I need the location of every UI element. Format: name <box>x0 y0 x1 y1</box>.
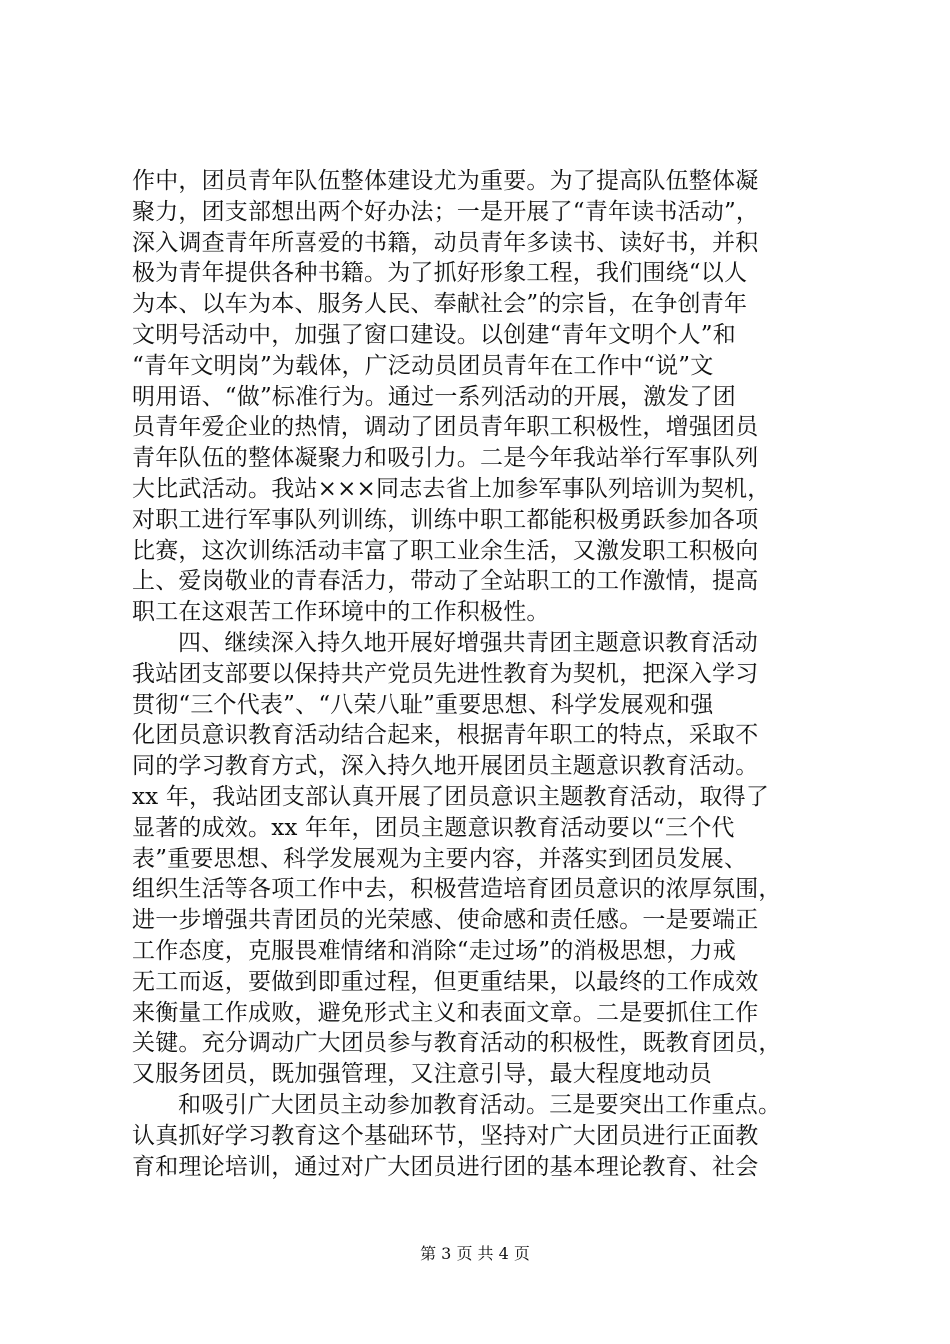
text-line: 组织生活等各项工作中去，积极营造培育团员意识的浓厚氛围， <box>132 876 782 903</box>
text-line: 大比武活动。我站×××同志去省上加参军事队列培训为契机， <box>132 475 771 502</box>
text-line: 比赛，这次训练活动丰富了职工业余生活，又激发职工积极向 <box>132 537 759 564</box>
text-line: 极为青年提供各种书籍。为了抓好形象工程，我们围绕“以人 <box>132 260 748 287</box>
text-line: 表”重要思想、科学发展观为主要内容，并落实到团员发展、 <box>132 845 748 872</box>
text-line: 深入调查青年所喜爱的书籍，动员青年多读书、读好书，并积 <box>132 229 759 256</box>
text-line: 文明号活动中，加强了窗口建设。以创建“青年文明个人”和 <box>132 321 736 348</box>
text-line: 同的学习教育方式，深入持久地开展团员主题意识教育活动。 <box>132 753 759 780</box>
text-line: 又服务团员，既加强管理，又注意引导，最大程度地动员 <box>132 1061 712 1088</box>
text-line: 作中，团员青年队伍整体建设尤为重要。为了提高队伍整体凝 <box>132 168 759 194</box>
text-line: 来衡量工作成败，避免形式主义和表面文章。二是要抓住工作 <box>132 999 759 1026</box>
text-line: 上、爱岗敬业的青春活力，带动了全站职工的工作激情，提高 <box>132 568 759 595</box>
text-line: 为本、以车为本、服务人民、奉献社会”的宗旨，在争创青年 <box>132 291 748 318</box>
text-line: 职工在这艰苦工作环境中的工作积极性。 <box>132 599 550 626</box>
text-line: xx 年，我站团支部认真开展了团员意识主题教育活动，取得了 <box>132 783 770 810</box>
page-footer: 第 3 页 共 4 页 <box>420 1244 530 1263</box>
text-line: 员青年爱企业的热情，调动了团员青年职工积极性，增强团员 <box>132 414 759 441</box>
text-line: 认真抓好学习教育这个基础环节，坚持对广大团员进行正面教 <box>132 1122 759 1149</box>
text-line: 育和理论培训，通过对广大团员进行团的基本理论教育、社会 <box>132 1153 759 1180</box>
text-line: 青年队伍的整体凝聚力和吸引力。二是今年我站举行军事队列 <box>132 445 759 472</box>
text-line: 聚力，团支部想出两个好办法；一是开展了“青年读书活动”， <box>132 198 760 225</box>
text-line: 显著的成效。xx 年年，团员主题意识教育活动要以“三个代 <box>132 814 735 841</box>
text-line: 工作态度，克服畏难情绪和消除“走过场”的消极思想，力戒 <box>132 937 736 964</box>
text-line: 贯彻“三个代表”、“八荣八耻”重要思想、科学发展观和强 <box>132 691 714 718</box>
body-text <box>132 166 842 1182</box>
text-line: 四、继续深入持久地开展好增强共青团主题意识教育活动 <box>178 629 758 656</box>
text-line: 无工而返，要做到即重过程，但更重结果，以最终的工作成效 <box>132 968 759 995</box>
text-line: 明用语、“做”标准行为。通过一系列活动的开展，激发了团 <box>132 383 736 410</box>
text-line: 和吸引广大团员主动参加教育活动。三是要突出工作重点。 <box>178 1091 782 1118</box>
text-line: 对职工进行军事队列训练，训练中职工都能积极勇跃参加各项 <box>132 506 759 533</box>
text-line: “青年文明岗”为载体，广泛动员团员青年在工作中“说”文 <box>132 352 714 379</box>
text-line: 化团员意识教育活动结合起来，根据青年职工的特点，采取不 <box>132 722 759 749</box>
text-line: 关键。充分调动广大团员参与教育活动的积极性，既教育团员， <box>132 1030 782 1057</box>
text-line: 我站团支部要以保持共产党员先进性教育为契机，把深入学习 <box>132 660 759 687</box>
text-line: 进一步增强共青团员的光荣感、使命感和责任感。一是要端正 <box>132 907 759 934</box>
